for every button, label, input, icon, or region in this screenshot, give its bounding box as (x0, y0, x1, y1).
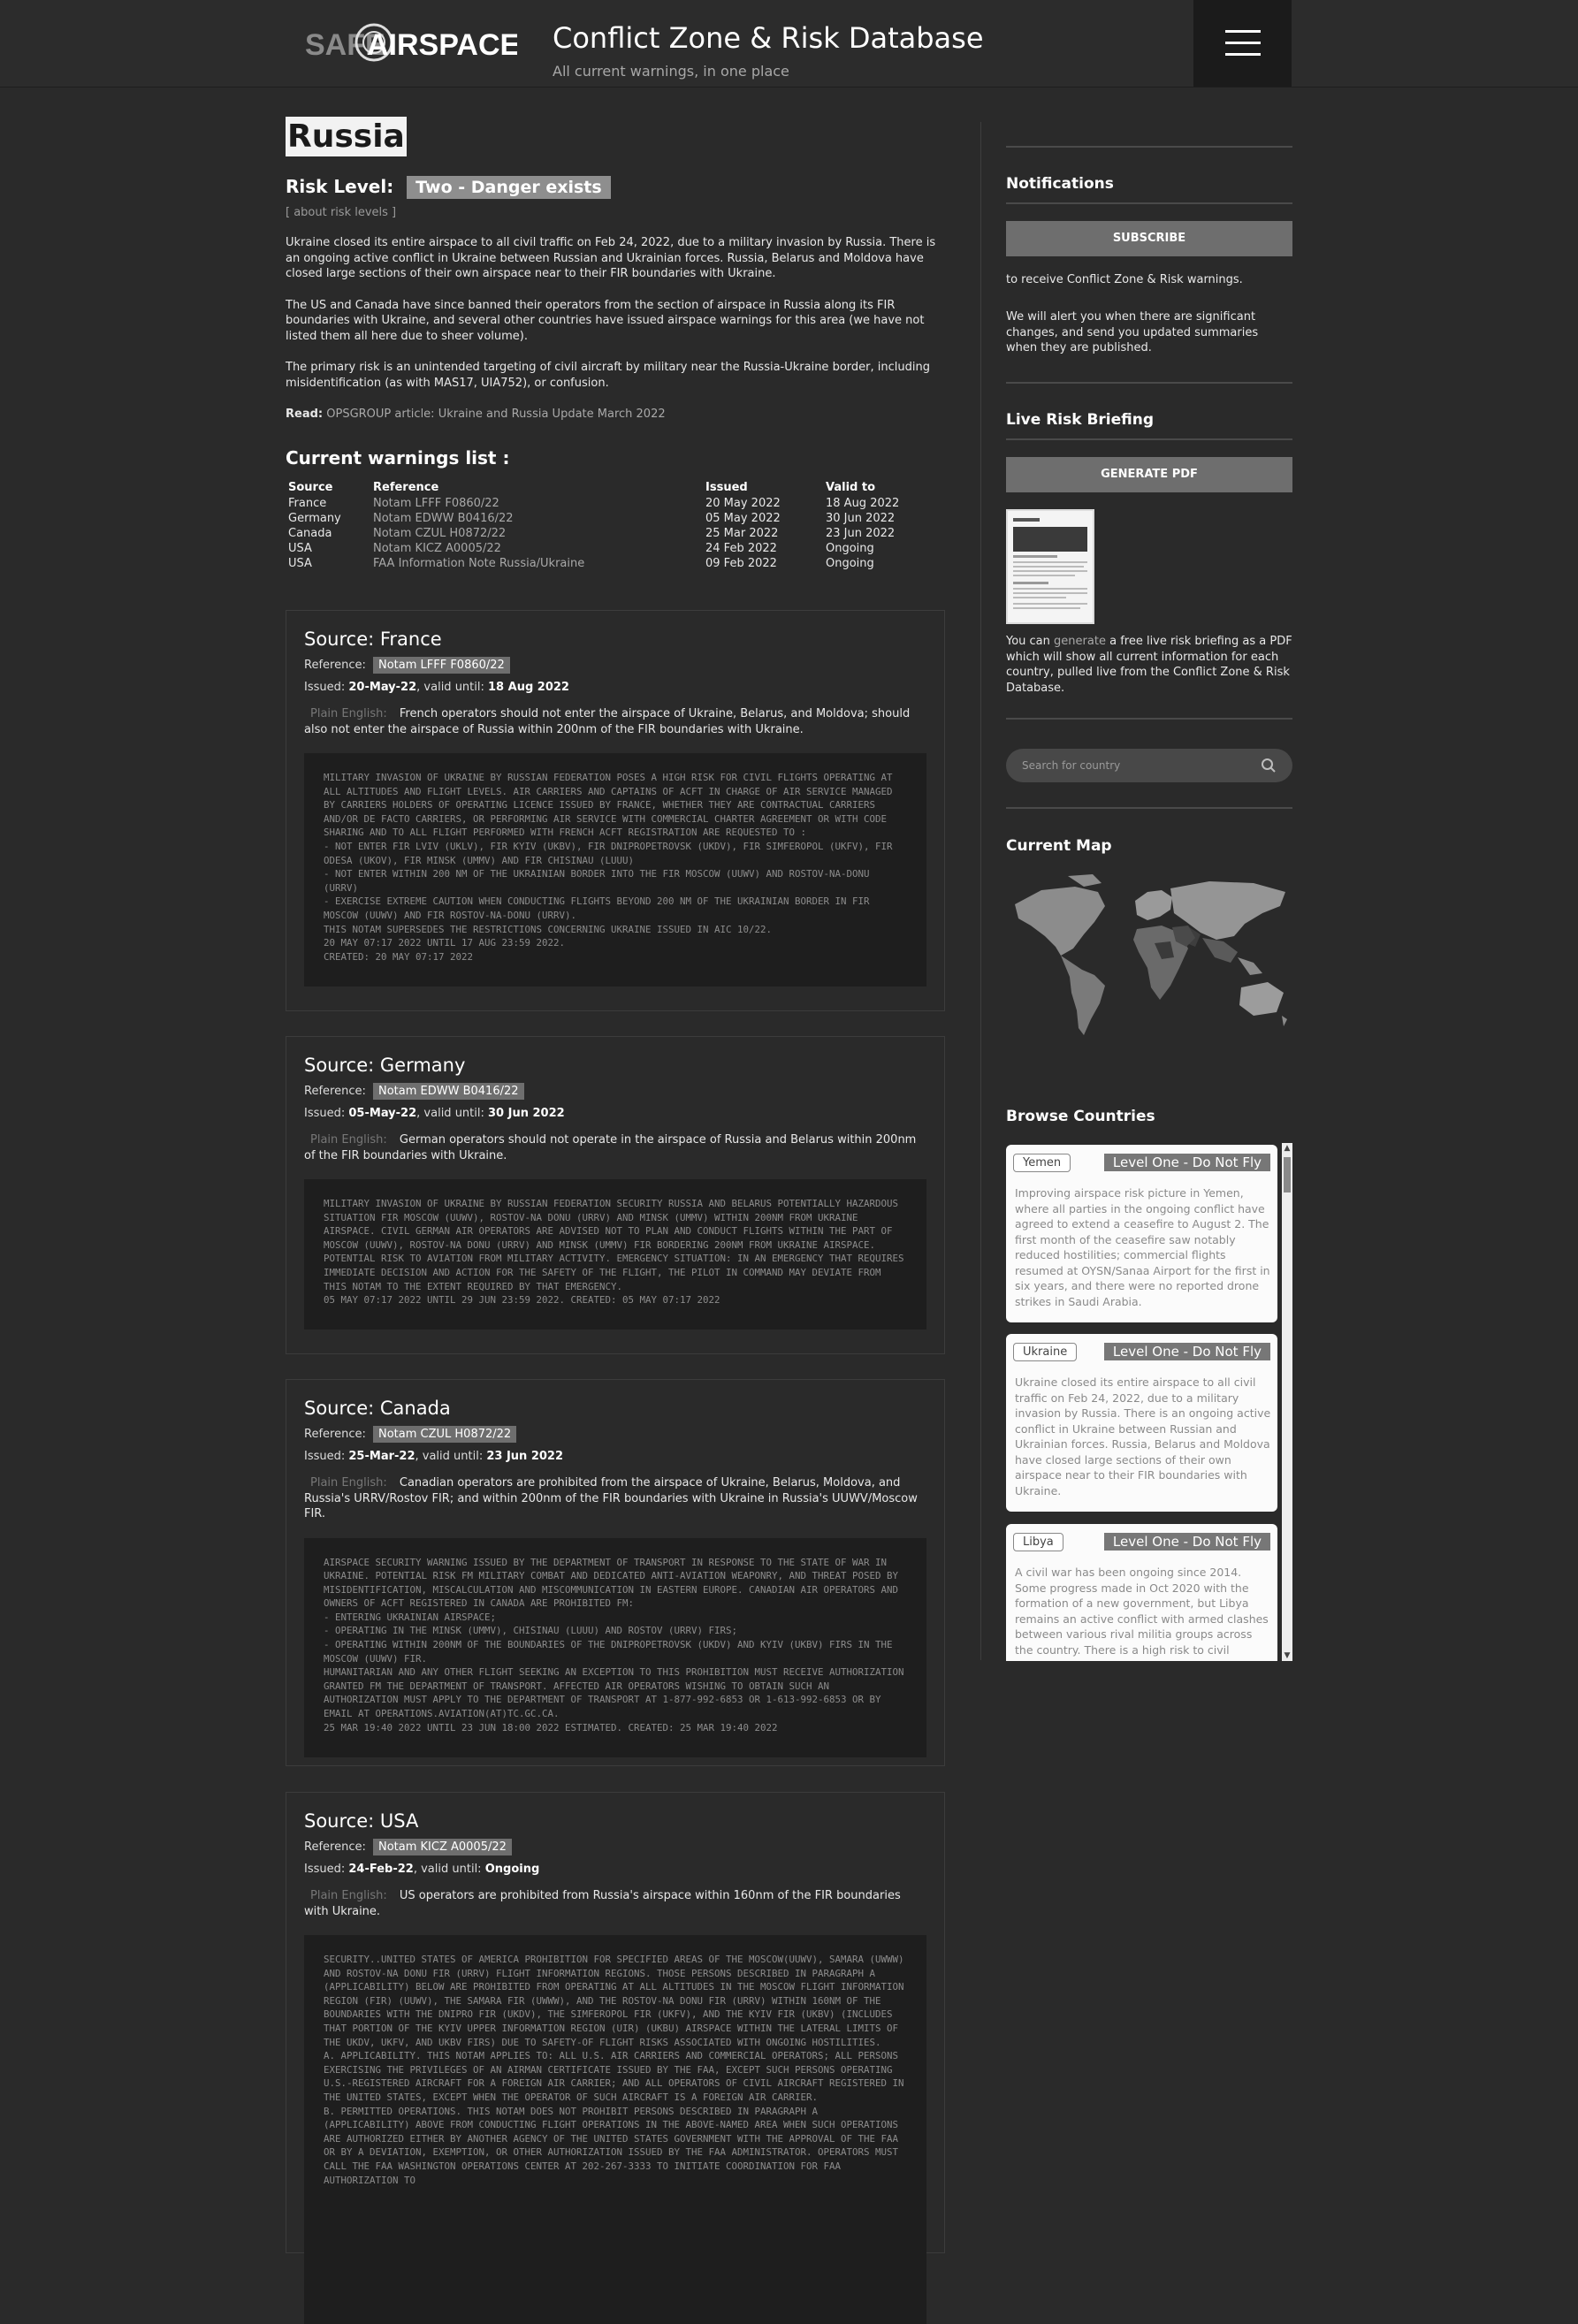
issued-row (304, 1450, 926, 1463)
reference-row (304, 1428, 926, 1441)
issued-cell: 24 Feb 2022 (705, 541, 777, 555)
plain-english-row (304, 706, 926, 737)
reference-label: Reference: (304, 659, 366, 672)
opsgroup-article-link[interactable]: OPSGROUP article: Ukraine and Russia Update March 2022 (326, 408, 666, 421)
issued-date: 24-Feb-22 (348, 1863, 414, 1876)
table-row[interactable] (286, 526, 904, 541)
reference-badge[interactable]: Notam CZUL H0872/22 (373, 1426, 516, 1443)
briefing-text-part: a free live risk briefing as a PDF which will show all current information for each country, pulled live from the Conflict Zone & Risk Database. (1006, 635, 1292, 695)
column-header: Valid to (826, 480, 876, 494)
divider (1006, 146, 1292, 148)
country-summary: Improving airspace risk picture in Yemen, where all parties in the ongoing conflict have agreed to extend a ceasefire to August 2. The first month of the ceasefire saw notably reduced hostilities; commercial flights resumed at OYSN/Sanaa Airport for the first in six years, and there were no reported drone strikes in Saudi Arabia. (1015, 1186, 1270, 1308)
plain-english-row (304, 1475, 926, 1522)
country-name-badge[interactable]: Yemen (1013, 1154, 1071, 1172)
plain-english-label: Plain English: (310, 1476, 387, 1490)
notam-text: SECURITY..UNITED STATES OF AMERICA PROHIBITION FOR SPECIFIED AREAS OF THE MOSCOW(UUWV), SAMARA (UWWW) AND ROSTOV-NA DONU FIR (URRV) FLIGHT INFORMATION REGIONS. THOSE PERSONS DESCRIBED IN PARAGRAPH A (APPLICABILITY) BELOW ARE PROHIBITED FROM OPERATING AT ALL ALTITUDES IN THE MOSCOW FLIGHT INFORMATION REGION (FIR) (UUWV), THE SAMARA FIR (UWWW), AND THE ROSTOV-NA DONU FIR (URRV) WITHIN 160NM OF THE BOUNDARIES WITH THE DNIPRO FIR (UKDV), THE SIMFEROPOL FIR (UKFV), AND THE KYIV FIR (UKBV) (INCLUDES THAT PORTION OF THE KYIV UPPER INFORMATION REGION (UIR) (UKBU) AIRSPACE WITHIN THE LATERAL LIMITS OF THE UKDV, UKFV, AND UKBV FIRS) DUE TO SAFETY-OF FLIGHT RISKS ASSOCIATED WITH ONGOING HOSTILITIES. A. APPLICABILITY. THIS NOTAM APPLIES TO: ALL U.S. AIR CARRIERS AND COMMERCIAL OPERATORS; ALL PERSONS EXERCISING THE PRIVILEGES OF AN AIRMAN CERTIFICATE ISSUED BY THE FAA, EXCEPT SUCH PERSONS OPERATING U.S.-REGISTERED AIRCRAFT FOR A FOREIGN AIR CARRIER; AND ALL OPERATORS OF CIVIL AIRCRAFT REGISTERED IN THE UNITED STATES, EXCEPT WHEN THE OPERATOR OF SUCH AIRCRAFT IS A FOREIGN AIR CARRIER. B. PERMITTED OPERATIONS. THIS NOTAM DOES NOT PROHIBIT PERSONS DESCRIBED IN PARAGRAPH A (APPLICABILITY) ABOVE FROM CONDUCTING FLIGHT OPERATIONS IN THE ABOVE-NAMED AREA WHEN SUCH OPERATIONS ARE AUTHORIZED EITHER BY ANOTHER AGENCY OF THE UNITED STATES GOVERNMENT WITH THE APPROVAL OF THE FAA OR BY A DEVIATION, EXEMPTION, OR OTHER AUTHORIZATION ISSUED BY THE FAA ADMINISTRATOR. OPERATORS MUST CALL THE FAA WASHINGTON OPERATIONS CENTER AT 202-267-3333 TO INITIATE COORDINATION FOR FAA AUTHORIZATION TO (304, 1935, 926, 2324)
country-summary: A civil war has been ongoing since 2014. Some progress made in Oct 2020 with the formation of a new government, but Libya remains an active conflict with armed clashes between various rival militia groups across the country. There is a high risk to civil (1015, 1566, 1269, 1657)
divider (1006, 202, 1292, 204)
reference-link[interactable]: Notam CZUL H0872/22 (373, 526, 507, 540)
reference-label: Reference: (304, 1840, 366, 1854)
svg-text:AIRSPACE: AIRSPACE (367, 28, 517, 62)
hamburger-menu-button[interactable] (1193, 0, 1292, 87)
divider (1006, 382, 1292, 384)
alert-text: We will alert you when there are significant changes, and send you updated summaries when they are published. (1006, 310, 1259, 354)
valid-date: Ongoing (484, 1863, 540, 1876)
issued-label: Issued: (304, 1450, 346, 1463)
risk-level-badge: Level One - Do Not Fly (1104, 1343, 1270, 1360)
scroll-down-icon[interactable]: ▼ (1284, 1651, 1291, 1660)
country-title: Russia (287, 118, 405, 155)
valid-label: , valid until: (416, 1107, 484, 1120)
country-name-badge[interactable]: Ukraine (1013, 1343, 1077, 1361)
column-header: Source (288, 480, 333, 494)
issued-date: 25-Mar-22 (348, 1450, 415, 1463)
risk-level-row (286, 176, 945, 199)
menu-icon-bar (1225, 30, 1261, 33)
reference-label: Reference: (304, 1085, 366, 1098)
issued-label: Issued: (304, 1863, 346, 1876)
reference-link[interactable]: Notam EDWW B0416/22 (373, 511, 514, 525)
subscribe-button[interactable]: SUBSCRIBE (1006, 221, 1292, 256)
country-card-ukraine[interactable] (1006, 1334, 1277, 1512)
source-card-france (286, 610, 945, 1011)
menu-icon-bar (1225, 53, 1261, 56)
table-row[interactable] (286, 511, 904, 526)
read-more-row (286, 407, 945, 423)
summary-paragraph: The primary risk is an unintended targeting of civil aircraft by military near the Russia-Ukraine border, including misidentification (as with MAS17, UIA752), or confusion. (286, 361, 930, 390)
browse-countries-list[interactable] (1006, 1143, 1292, 1661)
warnings-table (286, 479, 904, 571)
table-row[interactable] (286, 541, 904, 556)
plain-english-text: French operators should not enter the airspace of Ukraine, Belarus, and Moldova; should also not enter the airspace of Russia within 200nm of the FIR boundaries with Ukraine. (304, 707, 911, 736)
valid-cell: Ongoing (826, 541, 874, 555)
source-title: Source: Germany (304, 1055, 466, 1076)
issued-date: 05-May-22 (348, 1107, 417, 1120)
plain-english-text: Canadian operators are prohibited from the airspace of Ukraine, Belarus, Moldova, and Russia's URRV/Rostov FIR; and within 200nm of the FIR boundaries with Ukraine in Russia's UUWV/Moscow FIR. (304, 1476, 918, 1520)
reference-link[interactable]: Notam LFFF F0860/22 (373, 496, 499, 510)
reference-link[interactable]: FAA Information Note Russia/Ukraine (373, 556, 585, 570)
valid-cell: Ongoing (826, 556, 874, 570)
column-header: Reference (373, 480, 439, 494)
notifications-heading: Notifications (1006, 175, 1114, 193)
source-cell: Germany (288, 511, 341, 525)
column-divider (980, 122, 981, 1660)
summary-paragraph: Ukraine closed its entire airspace to all civil traffic on Feb 24, 2022, due to a military invasion by Russia. There is an ongoing active conflict in Ukraine between Russian and Ukrainian forces. Russia, Belarus and Moldova have closed large sections of their own airspace near to their FIR boundaries with Ukraine. (286, 236, 936, 280)
generate-link[interactable]: generate (1054, 635, 1106, 648)
issued-cell: 09 Feb 2022 (705, 556, 777, 570)
country-name-badge[interactable]: Libya (1013, 1533, 1063, 1551)
summary-paragraph: The US and Canada have since banned their operators from the section of airspace in Russia along its FIR boundaries with Ukraine, and several other countries have issued airspace warnings for this area (we have not listed them all here due to sheer volume). (286, 298, 925, 343)
divider (1006, 438, 1292, 440)
divider (1006, 718, 1292, 720)
scroll-thumb[interactable] (1284, 1157, 1291, 1192)
warnings-list-title: Current warnings list : (286, 446, 510, 469)
valid-date: 23 Jun 2022 (486, 1450, 564, 1463)
source-cell: USA (288, 556, 312, 570)
menu-icon-bar (1225, 42, 1261, 44)
safe-airspace-logo[interactable] (305, 18, 517, 67)
notam-text: AIRSPACE SECURITY WARNING ISSUED BY THE DEPARTMENT OF TRANSPORT IN RESPONSE TO THE STATE OF WAR IN UKRAINE. POTENTIAL RISK FM MILITARY COMBAT AND DEDICATED ANTI-AVIATION WEAPONRY, AND THREAT POSED BY MISIDENTIFICATION, MISCALCULATION AND MISCOMMUNICATION IN EASTERN EUROPE. CANADIAN AIR OPERATORS AND OWNERS OF ACFT REGISTERED IN CANADA ARE PROHIBITED FM: - ENTERING UKRAINIAN AIRSPACE; - OPERATING IN THE MINSK (UMMV), CHISINAU (LUUU) AND ROSTOV (URRV) FIRS; - OPERATING WITHIN 200NM OF THE BOUNDARIES OF THE DNIPROPETROVSK (UKDV) AND KYIV (UKBV) FIRS IN THE MOSCOW (UUWV) FIR. HUMANITARIAN AND ANY OTHER FLIGHT SEEKING AN EXCEPTION TO THIS PROHIBITION MUST RECEIVE AUTHORIZATION GRANTED FM THE DEPARTMENT OF TRANSPORT. AFFECTED AIR OPERATORS WISHING TO OBTAIN SUCH AN AUTHORIZATION MUST APPLY TO THE DEPARTMENT OF TRANSPORT AT 1-877-992-6853 OR 1-613-992-6853 OR BY EMAIL AT OPERATIONS.AVIATION(AT)TC.GC.CA. 25 MAR 19:40 2022 UNTIL 23 JUN 18:00 2022 ESTIMATED. CREATED: 25 MAR 19:40 2022 (304, 1538, 926, 1757)
search-icon[interactable] (1261, 758, 1277, 773)
country-search-input[interactable] (1022, 758, 1243, 773)
reference-badge[interactable]: Notam KICZ A0005/22 (373, 1839, 512, 1855)
reference-row (304, 1840, 926, 1854)
plain-english-label: Plain English: (310, 1133, 387, 1147)
issued-cell: 05 May 2022 (705, 511, 781, 525)
valid-label: , valid until: (413, 1863, 482, 1876)
country-summary: Ukraine closed its entire airspace to all civil traffic on Feb 24, 2022, due to a military invasion by Russia. There is an ongoing active conflict in Ukraine between Russian and Ukrainian forces. Russia, Belarus and Moldova have closed large sections of their own airspace near to their FIR boundaries with Ukraine. (1015, 1375, 1271, 1497)
browse-scrollbar[interactable] (1282, 1143, 1292, 1661)
table-row[interactable] (286, 496, 904, 511)
source-cell: Canada (288, 526, 332, 540)
plain-english-label: Plain English: (310, 1889, 387, 1902)
source-card-germany (286, 1036, 945, 1354)
issued-date: 20-May-22 (348, 681, 417, 694)
valid-date: 30 Jun 2022 (488, 1107, 565, 1120)
source-card-canada (286, 1379, 945, 1766)
source-cell: USA (288, 541, 312, 555)
reference-badge[interactable]: Notam LFFF F0860/22 (373, 657, 510, 674)
site-title: Conflict Zone & Risk Database (553, 21, 984, 55)
country-search-box[interactable] (1006, 749, 1292, 782)
pdf-preview-thumbnail[interactable] (1006, 509, 1094, 624)
table-header-row (286, 479, 904, 496)
table-row[interactable] (286, 556, 904, 571)
plain-english-text: German operators should not operate in the airspace of Russia and Belarus within 200nm of the FIR boundaries with Ukraine. (304, 1133, 917, 1162)
risk-level-badge: Two - Danger exists (407, 176, 611, 199)
issued-row (304, 1863, 926, 1876)
live-risk-briefing-heading: Live Risk Briefing (1006, 411, 1155, 429)
briefing-text (1006, 634, 1292, 696)
reference-badge[interactable]: Notam EDWW B0416/22 (373, 1083, 524, 1100)
about-risk-levels-link[interactable]: [ about risk levels ] (286, 206, 397, 219)
notam-text: MILITARY INVASION OF UKRAINE BY RUSSIAN FEDERATION POSES A HIGH RISK FOR CIVIL FLIGHTS OPERATING AT ALL ALTITUDES AND FLIGHT LEVELS. AIR CARRIERS AND CAPTAINS OF ACFT IN CHARGE OF AIR SERVICE MANAGED BY CARRIERS HOLDERS OF OPERATING LICENCE ISSUED BY FRANCE, WHETHER THEY ARE CONTRACTUAL CARRIERS AND/OR DE FACTO CARRIERS, OR PERFORMING AIR SERVICE WITH COMMERCIAL CHARTER AGREEMENT OR WITH CODE SHARING AND TO ALL FLIGHT PERFORMED WITH FRENCH ACFT REGISTRATION ARE REQUESTED TO : - NOT ENTER FIR LVIV (UKLV), FIR KYIV (UKBV), FIR DNIPROPETROVSK (UKDV), FIR SIMFEROPOL (UKFV), FIR ODESA (UKOV), FIR MINSK (UMMV) AND FIR CHISINAU (LUUU) - NOT ENTER WITHIN 200 NM OF THE UKRAINIAN BORDER INTO THE FIR MOSCOW (UUWV) AND ROSTOV-NA-DONU (URRV) - EXERCISE EXTREME CAUTION WHEN CONDUCTING FLIGHTS BEYOND 200 NM OF THE UKRAINIAN BORDER IN FIR MOSCOW (UUWV) AND FIR ROSTOV-NA-DONU (URRV). THIS NOTAM SUPERSEDES THE RESTRICTIONS CONCERNING UKRAINE ISSUED IN AIC 10/22. 20 MAY 07:17 2022 UNTIL 17 AUG 23:59 2022. CREATED: 20 MAY 07:17 2022 (304, 753, 926, 987)
read-label: Read: (286, 408, 324, 421)
plain-english-text: US operators are prohibited from Russia's airspace within 160nm of the FIR boundaries with Ukraine. (304, 1889, 901, 1918)
risk-level-badge: Level One - Do Not Fly (1104, 1533, 1270, 1551)
issued-label: Issued: (304, 681, 346, 694)
scroll-up-icon[interactable]: ▲ (1284, 1144, 1291, 1153)
column-header: Issued (705, 480, 748, 494)
plain-english-label: Plain English: (310, 707, 387, 720)
subscribe-text: to receive Conflict Zone & Risk warnings. (1006, 273, 1243, 286)
valid-cell: 23 Jun 2022 (826, 526, 896, 540)
site-header (0, 0, 1578, 88)
generate-pdf-button[interactable]: GENERATE PDF (1006, 457, 1292, 492)
issued-label: Issued: (304, 1107, 346, 1120)
reference-link[interactable]: Notam KICZ A0005/22 (373, 541, 501, 555)
plain-english-row (304, 1132, 926, 1163)
plain-english-row (304, 1888, 926, 1919)
valid-label: , valid until: (416, 681, 484, 694)
valid-cell: 18 Aug 2022 (826, 496, 900, 510)
browse-countries-heading: Browse Countries (1006, 1108, 1155, 1125)
country-card-yemen[interactable] (1006, 1145, 1277, 1322)
country-card-libya[interactable] (1006, 1524, 1277, 1661)
reference-label: Reference: (304, 1428, 366, 1441)
valid-cell: 30 Jun 2022 (826, 511, 896, 525)
svg-text:SAFE: SAFE (305, 28, 385, 62)
valid-label: , valid until: (415, 1450, 484, 1463)
source-card-usa (286, 1792, 945, 2253)
world-risk-map[interactable] (1006, 871, 1292, 1048)
valid-date: 18 Aug 2022 (488, 681, 569, 694)
current-map-heading: Current Map (1006, 837, 1112, 855)
source-title: Source: USA (304, 1810, 419, 1832)
notam-text: MILITARY INVASION OF UKRAINE BY RUSSIAN FEDERATION SECURITY RUSSIA AND BELARUS POTENTIALLY HAZARDOUS SITUATION FIR MOSCOW (UUWV), ROSTOV-NA DONU (URRV) AND MINSK (UMMV) WITHIN 200NM FROM UKRAINE AIRSPACE. CIVIL GERMAN AIR OPERATORS ARE ADVISED NOT TO PLAN AND CONDUCT FLIGHTS WITHIN THE PART OF MOSCOW (UUWV), ROSTOV-NA DONU (URRV) AND MINSK (UMMV) FIR BORDERING 200NM FROM UKRAINE AIRSPACE. POTENTIAL RISK TO AVIATION FROM MILITARY ACTIVITY. EMERGENCY SITUATION: IN AN EMERGENCY THAT REQUIRES IMMEDIATE DECISION AND ACTION FOR THE SAFETY OF THE FLIGHT, THE PILOT IN COMMAND MAY DEVIATE FROM THIS NOTAM TO THE EXTENT REQUIRED BY THAT EMERGENCY. 05 MAY 07:17 2022 UNTIL 29 JUN 23:59 2022. CREATED: 05 MAY 07:17 2022 (304, 1179, 926, 1330)
briefing-text-part: You can (1006, 635, 1050, 648)
source-cell: France (288, 496, 327, 510)
risk-level-badge: Level One - Do Not Fly (1104, 1154, 1270, 1171)
source-title: Source: France (304, 629, 442, 650)
risk-level-label: Risk Level: (286, 176, 394, 197)
issued-row (304, 1107, 926, 1120)
issued-row (304, 681, 926, 694)
issued-cell: 25 Mar 2022 (705, 526, 779, 540)
main-content (286, 117, 945, 571)
reference-row (304, 659, 926, 672)
issued-cell: 20 May 2022 (705, 496, 781, 510)
reference-row (304, 1085, 926, 1098)
site-subtitle: All current warnings, in one place (553, 63, 789, 80)
source-title: Source: Canada (304, 1398, 451, 1419)
divider (1006, 807, 1292, 809)
